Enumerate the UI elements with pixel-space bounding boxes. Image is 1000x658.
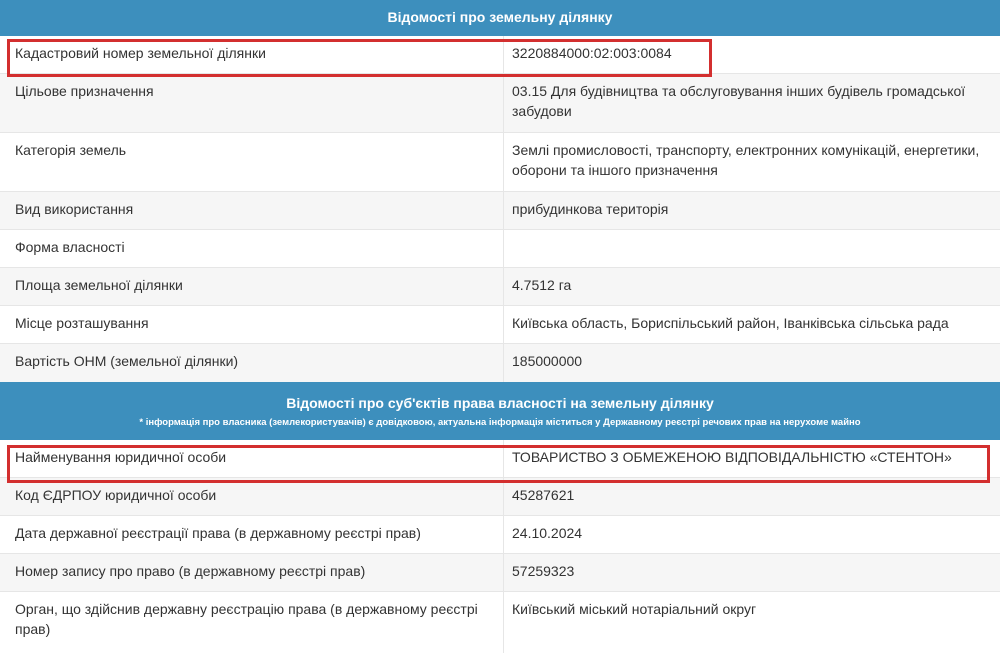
section-header-ownership [0,382,1000,440]
row-value: Землі промисловості, транспорту, електронних комунікацій, енергетики, оборони та іншого призначення [512,142,980,178]
table-row-usage-type [0,192,1000,230]
row-label: Цільове призначення [0,74,504,132]
table-row-purpose [0,74,1000,133]
table-row-location [0,306,1000,344]
row-value: 57259323 [512,563,575,579]
row-value: 45287621 [512,487,575,503]
row-value: 24.10.2024 [512,525,583,541]
row-label: Дата державної реєстрації права (в державному реєстрі прав) [0,516,504,553]
row-value: 185000000 [512,353,583,369]
row-label: Код ЄДРПОУ юридичної особи [0,478,504,515]
table-row-registration-date [0,516,1000,554]
row-label: Категорія земель [0,133,504,191]
table-row-valuation [0,344,1000,382]
row-label: Площа земельної ділянки [0,268,504,305]
section-header-land-plot [0,0,1000,36]
table-row-land-category [0,133,1000,192]
table-row-cadastral-number [0,36,1000,74]
table-row-area [0,268,1000,306]
section-title: Відомості про земельну ділянку [387,9,613,25]
row-label: Орган, що здійснив державну реєстрацію права (в державному реєстрі прав) [0,592,504,653]
row-label: Вид використання [0,192,504,229]
row-label: Найменування юридичної особи [0,440,504,477]
section-title: Відомості про суб'єктів права власності на земельну ділянку [286,395,714,411]
row-value: ТОВАРИСТВО З ОБМЕЖЕНОЮ ВІДПОВІДАЛЬНІСТЮ «СТЕНТОН» [512,449,952,465]
row-value [504,230,1000,267]
row-label: Форма власності [0,230,504,267]
row-value: 3220884000:02:003:0084 [512,45,672,61]
row-value: 03.15 Для будівництва та обслуговування інших будівель громадської забудови [512,83,966,119]
row-value: прибудинкова територія [512,201,669,217]
row-value: Київська область, Бориспільський район, Іванківська сільська рада [512,315,949,331]
table-row-registration-authority [0,592,1000,653]
row-label: Місце розташування [0,306,504,343]
row-value: 4.7512 га [512,277,572,293]
table-row-record-number [0,554,1000,592]
table-row-ownership-form [0,230,1000,268]
row-label: Вартість ОНМ (земельної ділянки) [0,344,504,382]
table-row-edrpou-code [0,478,1000,516]
row-label: Кадастровий номер земельної ділянки [0,36,504,73]
row-label: Номер запису про право (в державному реєстрі прав) [0,554,504,591]
row-value: Київський міський нотаріальний округ [512,601,757,617]
section-note: * інформація про власника (землекористувачів) є довідковою, актуальна інформація міститься у Державному реєстрі речових прав на нерухоме майно [139,417,861,428]
table-row-legal-entity-name [0,440,1000,478]
